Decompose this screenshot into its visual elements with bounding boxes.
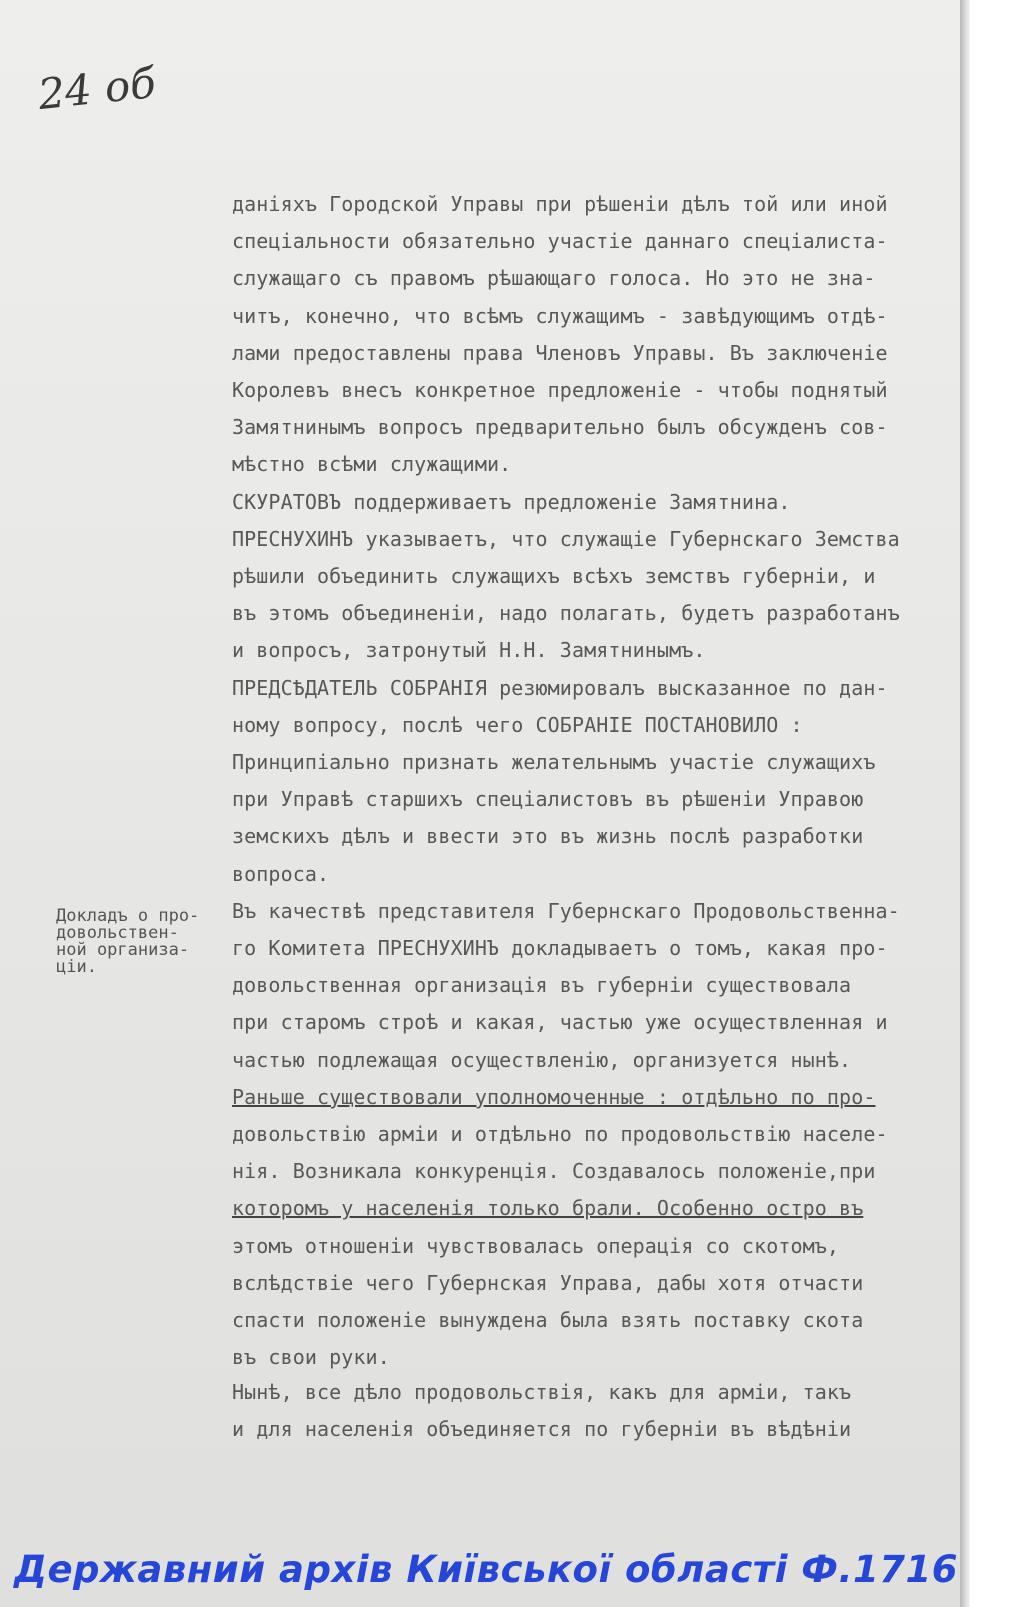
margin-heading xyxy=(56,908,226,976)
document-body xyxy=(232,186,958,1377)
body-line: ному вопросу, послѣ чего СОБРАНІЕ ПОСТАНОВИЛО : xyxy=(232,712,803,737)
body-line: ПРЕДСѢДАТЕЛЬ СОБРАНІЯ резюмировалъ высказанное по дан- xyxy=(232,675,888,700)
body-line: рѣшили объединить служащихъ всѣхъ земствъ губерніи, и xyxy=(232,564,876,589)
body-line: Замятнинымъ вопросъ предварительно былъ обсужденъ сов- xyxy=(232,415,888,440)
margin-heading-line: ціи. xyxy=(56,957,97,977)
body-line: при старомъ строѣ и какая, частью уже осуществленная и xyxy=(232,1010,888,1035)
margin-heading-line: довольствен- xyxy=(56,923,179,943)
body-line: и вопросъ, затронутый Н.Н. Замятнинымъ. xyxy=(232,638,706,663)
body-line: читъ, конечно, что всѣмъ служащимъ - завѣдующимъ отдѣ- xyxy=(232,303,888,328)
body-line: земскихъ дѣлъ и ввести это въ жизнь послѣ разработки xyxy=(232,824,864,849)
body-line: лами предоставлены права Членовъ Управы. Въ заключеніе xyxy=(232,340,888,365)
margin-heading-line: Докладъ о про- xyxy=(56,906,200,926)
sheet-edge-shadow xyxy=(960,0,970,1607)
body-line: ПРЕСНУХИНЪ указываетъ, что служащіе Губернскаго Земства xyxy=(232,526,900,551)
document-body-continuation xyxy=(232,1374,958,1448)
body-line: СКУРАТОВЪ поддерживаетъ предложеніе Замятнина. xyxy=(232,489,791,514)
body-line: го Комитета ПРЕСНУХИНЪ докладываетъ о томъ, какая про- xyxy=(232,936,888,961)
body-line: въ этомъ объединеніи, надо полагать, будетъ разработанъ xyxy=(232,601,900,626)
body-line: Королевъ внесъ конкретное предложеніе - чтобы поднятый xyxy=(232,378,888,403)
body-line: Раньше существовали уполномоченные : отдѣльно по про- xyxy=(232,1084,876,1109)
body-line: спеціальности обязательно участіе даннаго спеціалиста- xyxy=(232,229,888,254)
body-line: которомъ у населенія только брали. Особенно остро въ xyxy=(232,1196,864,1221)
body-line: въ свои руки. xyxy=(232,1345,390,1370)
body-line: Въ качествѣ представителя Губернскаго Продовольственна- xyxy=(232,898,900,923)
margin-heading-line: ной организа- xyxy=(56,940,190,960)
body-line: Нынѣ, все дѣло продовольствія, какъ для арміи, такъ xyxy=(232,1380,852,1404)
body-line: при Управѣ старшихъ спеціалистовъ въ рѣшеніи Управою xyxy=(232,787,864,812)
body-line: служащаго съ правомъ рѣшающаго голоса. Но это не зна- xyxy=(232,266,876,291)
body-line: Принципіально признать желательнымъ участіе служащихъ xyxy=(232,750,876,775)
body-line: мѣстно всѣми служащими. xyxy=(232,452,512,477)
body-line: вопроса. xyxy=(232,861,330,886)
body-line: спасти положеніе вынуждена была взять поставку скота xyxy=(232,1308,864,1333)
archive-watermark-label: Державний архів Київської області Ф.1716 xyxy=(14,1548,959,1591)
body-line: частью подлежащая осуществленію, организуется нынѣ. xyxy=(232,1047,852,1072)
body-line: вслѣдствіе чего Губернская Управа, дабы хотя отчасти xyxy=(232,1270,864,1295)
body-line: нія. Возникала конкуренція. Создавалось положеніе,при xyxy=(232,1159,876,1184)
body-line: довольственная организація въ губерніи существовала xyxy=(232,973,852,998)
folio-handwritten-number: 24 об xyxy=(35,57,158,120)
body-line: даніяхъ Городской Управы при рѣшеніи дѣлъ той или иной xyxy=(232,192,888,216)
body-line: и для населенія объединяется по губерніи въ вѣдѣніи xyxy=(232,1417,852,1442)
body-line: довольствію арміи и отдѣльно по продовольствію населе- xyxy=(232,1122,888,1147)
body-line: этомъ отношеніи чувствовалась операція со скотомъ, xyxy=(232,1233,840,1258)
